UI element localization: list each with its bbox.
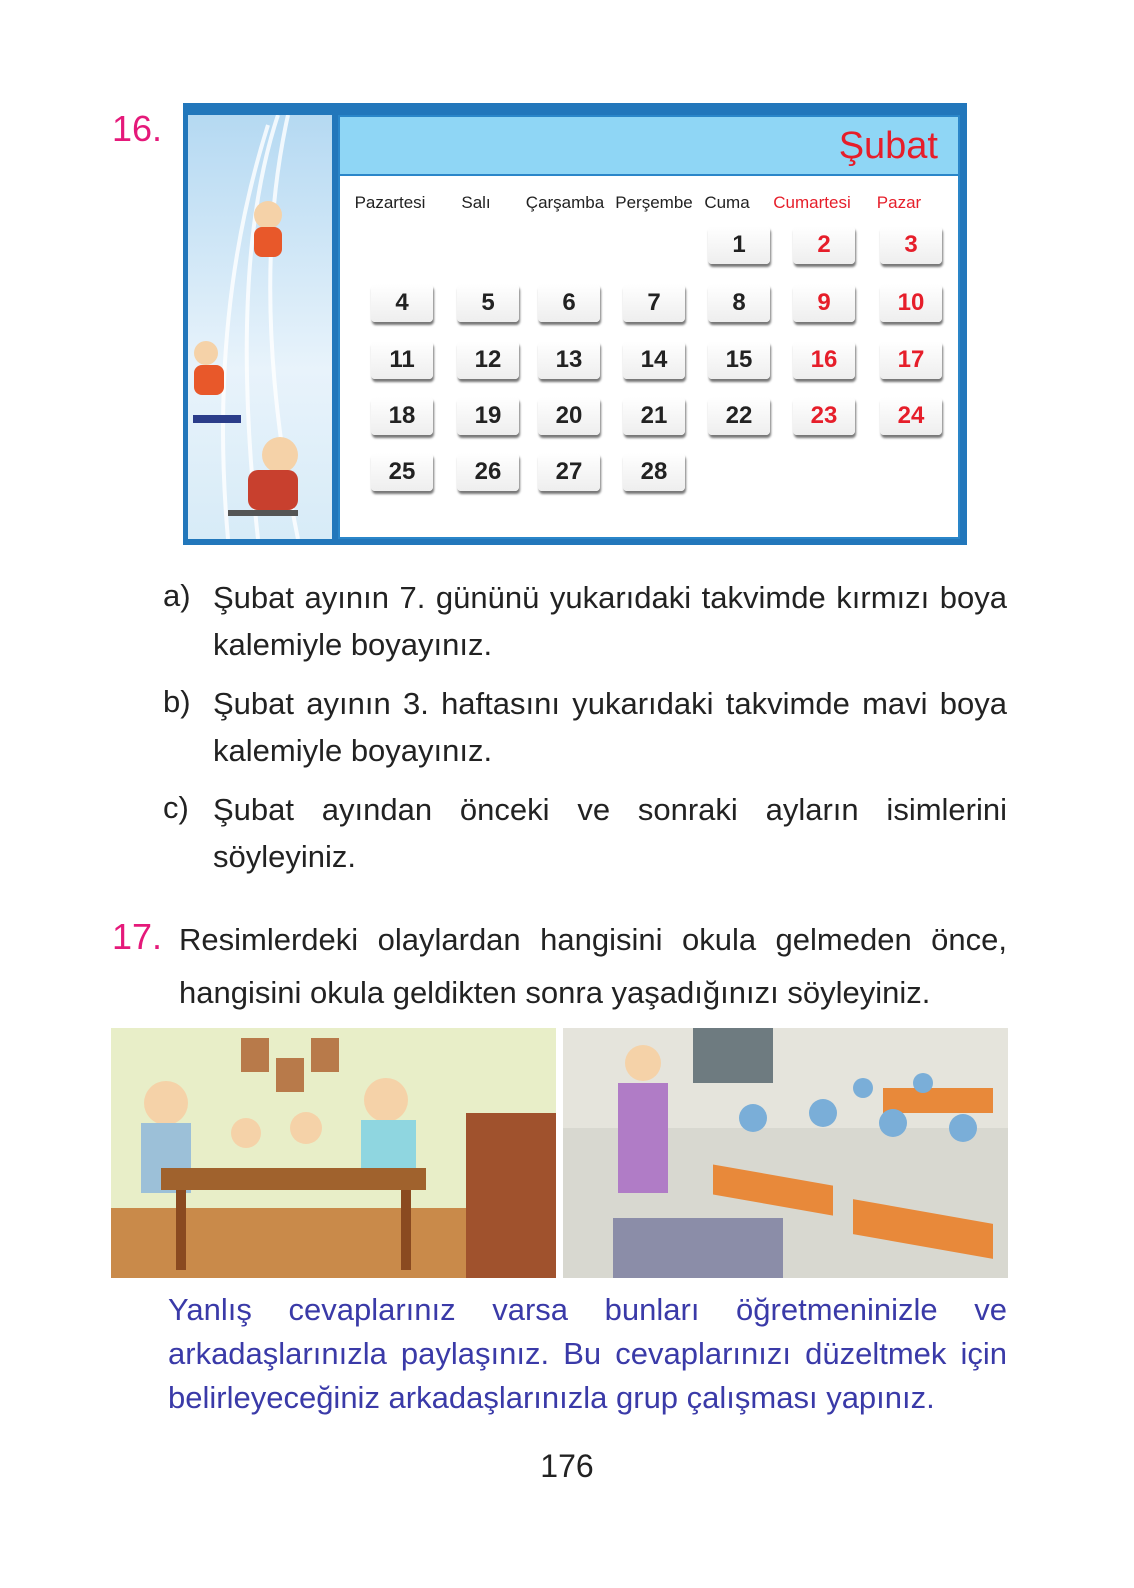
page-number: 176 — [540, 1448, 594, 1484]
calendar-day-4[interactable]: 4 — [371, 284, 433, 322]
calendar-day-9[interactable]: 9 — [793, 284, 855, 322]
calendar-day-1[interactable]: 1 — [708, 226, 770, 264]
calendar-day-28[interactable]: 28 — [623, 453, 685, 491]
calendar-day-2[interactable]: 2 — [793, 226, 855, 264]
weekday-3: Çarşamba — [525, 193, 605, 212]
calendar-day-20[interactable]: 20 — [538, 397, 600, 435]
calendar-day-10[interactable]: 10 — [880, 284, 942, 322]
calendar-day-16[interactable]: 16 — [793, 341, 855, 379]
feedback-note: Yanlış cevaplarınız varsa bunları öğretmeninizle ve arkadaşlarınızla paylaşınız. Bu cevaplarınızı düzeltmek için belirleyeceğiniz arkadaşlarınızla grup çalışması yapınız. — [168, 1292, 1007, 1415]
question-17-text: Resimlerdeki olaylardan hangisini okula gelmeden önce, hangisini okula geldikten sonra yaşadığınızı söyleyiniz. — [179, 922, 1007, 1010]
question-17-number: 17. — [112, 916, 163, 957]
weekday-7: Pazar — [876, 193, 922, 212]
sledding-children-illustration — [188, 115, 332, 539]
sled-illustration-icon — [188, 115, 332, 539]
calendar-day-27[interactable]: 27 — [538, 453, 600, 491]
calendar-day-6[interactable]: 6 — [538, 284, 600, 322]
family-breakfast-illustration — [111, 1028, 556, 1278]
calendar — [183, 103, 967, 545]
calendar-day-3[interactable]: 3 — [880, 226, 942, 264]
item-text: Şubat ayının 3. haftasını yukarıdaki takvimde mavi boya kalemiyle boyayınız. — [213, 686, 1007, 768]
calendar-day-14[interactable]: 14 — [623, 341, 685, 379]
weekday-2: Salı — [461, 193, 491, 212]
calendar-day-8[interactable]: 8 — [708, 284, 770, 322]
item-label: a) — [163, 578, 191, 613]
month-title: Şubat — [838, 125, 938, 167]
item-text: Şubat ayından önceki ve sonraki ayların isimlerini söyleyiniz. — [213, 792, 1007, 874]
calendar-day-24[interactable]: 24 — [880, 397, 942, 435]
item-text: Şubat ayının 7. gününü yukarıdaki takvimde kırmızı boya kalemiyle boyayınız. — [213, 580, 1007, 662]
classroom-illustration — [563, 1028, 1008, 1278]
calendar-day-13[interactable]: 13 — [538, 341, 600, 379]
weekday-6: Cumartesi — [773, 193, 851, 212]
weekday-1: Pazartesi — [354, 193, 426, 212]
calendar-header — [340, 117, 958, 176]
calendar-day-11[interactable]: 11 — [371, 341, 433, 379]
calendar-day-12[interactable]: 12 — [457, 341, 519, 379]
calendar-day-26[interactable]: 26 — [457, 453, 519, 491]
calendar-day-25[interactable]: 25 — [371, 453, 433, 491]
calendar-day-23[interactable]: 23 — [793, 397, 855, 435]
weekday-4: Perşembe — [615, 193, 693, 212]
calendar-day-18[interactable]: 18 — [371, 397, 433, 435]
calendar-day-22[interactable]: 22 — [708, 397, 770, 435]
calendar-day-21[interactable]: 21 — [623, 397, 685, 435]
calendar-day-15[interactable]: 15 — [708, 341, 770, 379]
calendar-grid — [338, 115, 960, 539]
calendar-day-5[interactable]: 5 — [457, 284, 519, 322]
question-16-number: 16. — [112, 108, 163, 149]
item-label: c) — [163, 790, 189, 825]
weekday-5: Cuma — [704, 193, 750, 212]
calendar-day-19[interactable]: 19 — [457, 397, 519, 435]
item-label: b) — [163, 684, 191, 719]
calendar-day-17[interactable]: 17 — [880, 341, 942, 379]
calendar-day-7[interactable]: 7 — [623, 284, 685, 322]
